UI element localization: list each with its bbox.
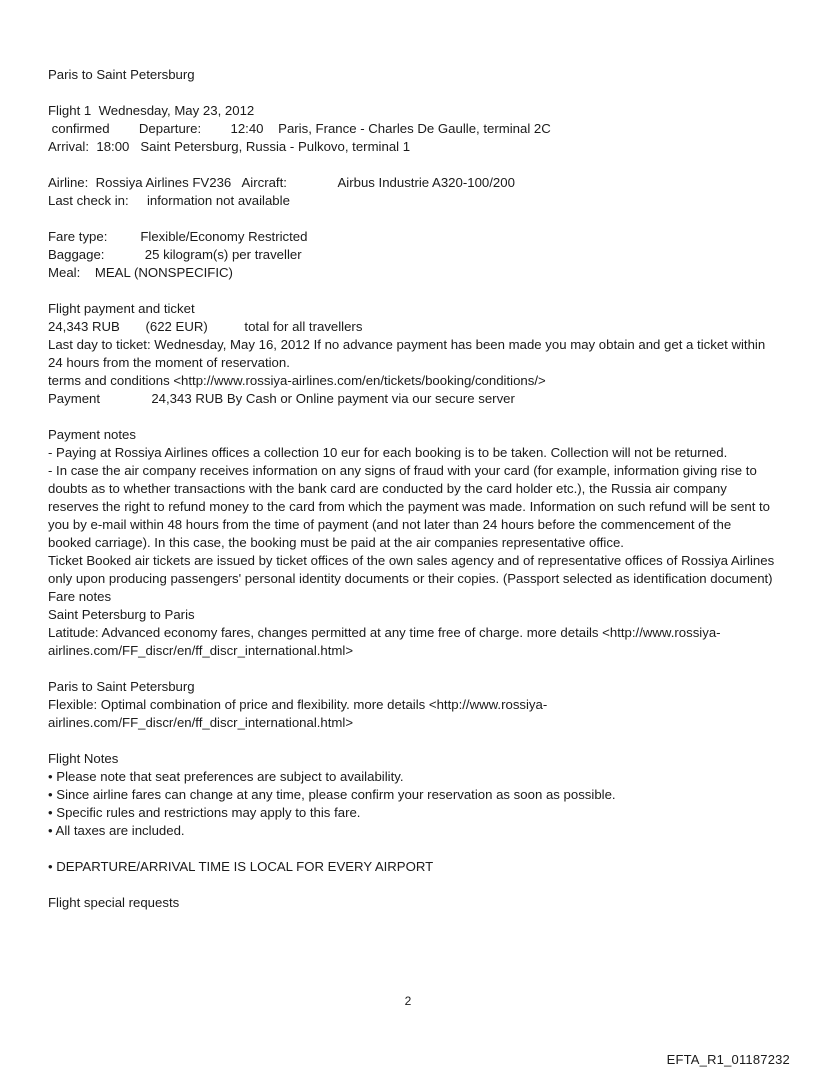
page-number: 2 [404, 994, 412, 1008]
fare-route-2: Paris to Saint Petersburg [48, 679, 195, 694]
flight-notes-heading: Flight Notes [48, 751, 119, 766]
baggage-line: Baggage: 25 kilogram(s) per traveller [48, 247, 302, 262]
fare-type-line: Fare type: Flexible/Economy Restricted [48, 229, 308, 244]
flight-note-item: • Please note that seat preferences are subject to availability. [48, 769, 404, 784]
airline-line: Airline: Rossiya Airlines FV236 Aircraft: Airbus Industrie A320-100/200 [48, 175, 515, 190]
payment-total: 24,343 RUB (622 EUR) total for all travellers [48, 319, 363, 334]
fare-route-1-text: Latitude: Advanced economy fares, changes permitted at any time free of charge. more details <http://www.rossiya-airlines.com/FF_discr/en/ff_discr_international.html> [48, 625, 721, 658]
payment-note-2: - In case the air company receives information on any signs of fraud with your card (for example, information giving rise to doubts as to whether transactions with the bank card are conducted by the card holder etc.), the Russia air company reserves the right to refund money to the card from which the payment was made. Information on such refund will be sent to you by e-mail within 48 hours from the time of payment (and not later than 24 hours before the commencement of the booked carriage). In this case, the booking must be paid at the air companies representative office. [48, 463, 771, 550]
flight-header: Flight 1 Wednesday, May 23, 2012 [48, 103, 255, 118]
local-time-note: • DEPARTURE/ARRIVAL TIME IS LOCAL FOR EVERY AIRPORT [48, 859, 434, 874]
payment-heading: Flight payment and ticket [48, 301, 195, 316]
payment-notes-heading: Payment notes [48, 427, 136, 442]
departure-line: confirmed Departure: 12:40 Paris, France - Charles De Gaulle, terminal 2C [48, 121, 551, 136]
last-day-to-ticket: Last day to ticket: Wednesday, May 16, 2012 If no advance payment has been made you may obtain and get a ticket within 24 hours from the moment of reservation. [48, 337, 766, 370]
ticket-note: Ticket Booked air tickets are issued by ticket offices of the own sales agency and of representative offices of Rossiya Airlines only upon producing passengers' personal identity documents or their copies. (Passport selected as identification document) [48, 553, 775, 586]
fare-route-2-text: Flexible: Optimal combination of price and flexibility. more details <http://www.rossiya-airlines.com/FF_discr/en/ff_discr_international.html> [48, 697, 548, 730]
checkin-line: Last check in: information not available [48, 193, 290, 208]
special-requests-heading: Flight special requests [48, 895, 180, 910]
arrival-line: Arrival: 18:00 Saint Petersburg, Russia - Pulkovo, terminal 1 [48, 139, 411, 154]
document-body [48, 66, 778, 912]
bates-number: EFTA_R1_01187232 [666, 1052, 790, 1067]
payment-method: Payment 24,343 RUB By Cash or Online payment via our secure server [48, 391, 515, 406]
flight-note-item: • All taxes are included. [48, 823, 185, 838]
flight-note-item: • Since airline fares can change at any time, please confirm your reservation as soon as possible. [48, 787, 616, 802]
route-title: Paris to Saint Petersburg [48, 67, 195, 82]
fare-route-1: Saint Petersburg to Paris [48, 607, 195, 622]
flight-note-item: • Specific rules and restrictions may apply to this fare. [48, 805, 361, 820]
meal-line: Meal: MEAL (NONSPECIFIC) [48, 265, 233, 280]
fare-notes-heading: Fare notes [48, 589, 112, 604]
payment-note-1: - Paying at Rossiya Airlines offices a collection 10 eur for each booking is to be taken. Collection will not be returned. [48, 445, 728, 460]
terms-link[interactable]: terms and conditions <http://www.rossiya-airlines.com/en/tickets/booking/conditions/> [48, 373, 546, 388]
